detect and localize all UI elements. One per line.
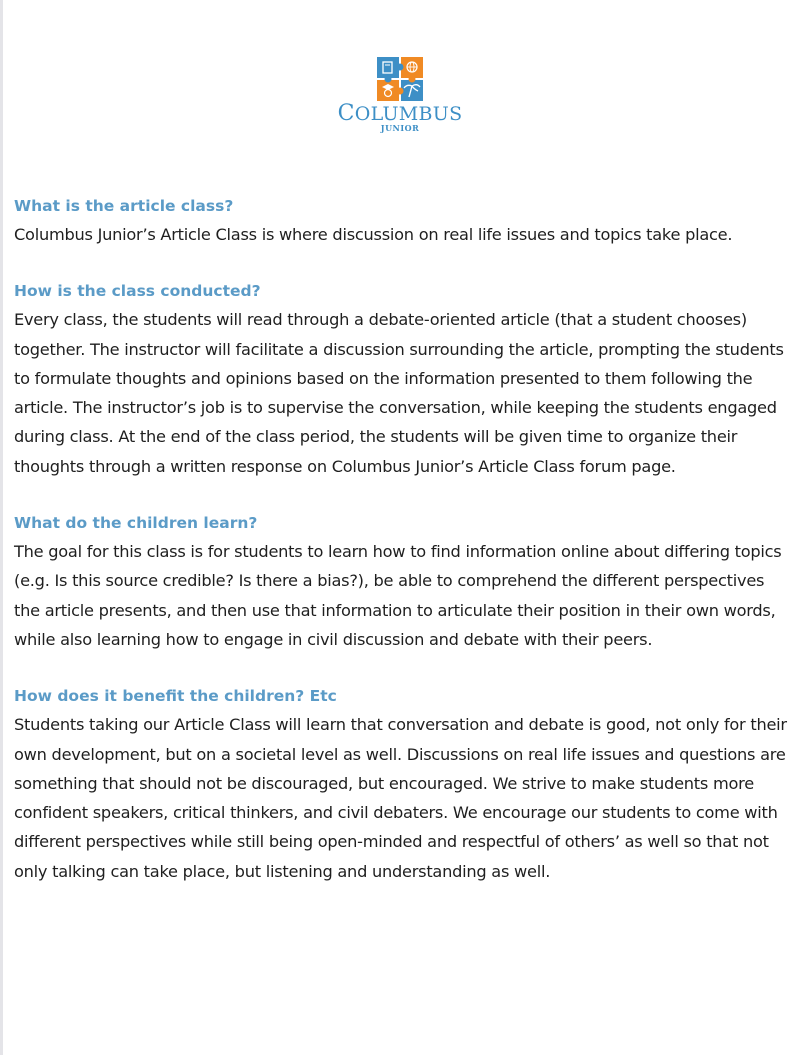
columbus-junior-logo (0, 56, 800, 133)
logo-wordmark (0, 101, 800, 126)
puzzle-piece-blue-top (377, 57, 399, 78)
article-content (14, 193, 794, 915)
puzzle-piece-orange-bottom (377, 80, 399, 101)
section-how-conducted (14, 278, 794, 481)
section-heading: How does it benefit the children? Etc (14, 687, 337, 706)
section-benefits (14, 683, 794, 886)
logo-subtitle: JUNIOR (380, 123, 420, 133)
section-heading: What do the children learn? (14, 514, 258, 533)
section-body: Students taking our Article Class will learn that conversation and debate is good, not only for their own development, but on a societal level as well. Discussions on real life issues and questions are something that should not be discouraged, but encouraged. We strive to make students more confident speakers, critical thinkers, and civil debaters. We encourage our students to come with different perspectives while still being open-minded and respectful of others’ as well so that not only talking can take place, but listening and understanding as well. (14, 715, 787, 881)
section-what-children-learn (14, 510, 794, 654)
puzzle-piece-orange-top (401, 57, 423, 78)
puzzle-piece-blue-bottom (401, 80, 423, 101)
puzzle-logo-icon (376, 56, 424, 102)
section-heading: What is the article class? (14, 197, 234, 215)
page-left-edge (0, 0, 3, 1055)
section-body: The goal for this class is for students to learn how to find information online about differing topics (e.g. Is this source credible? Is there a bias?), be able to comprehend the different perspectives the article presents, and then use that information to articulate their position in their own words, while also learning how to engage in civil discussion and debate with their peers. (14, 542, 782, 649)
logo-word-initial: C (337, 101, 355, 126)
logo-word-rest: OLUMBUS (354, 103, 463, 125)
section-heading: How is the class conducted? (14, 282, 261, 301)
section-what-is-article-class (14, 193, 794, 249)
section-body: Columbus Junior’s Article Class is where discussion on real life issues and topics take place. (14, 225, 733, 244)
section-body: Every class, the students will read through a debate-oriented article (that a student chooses) together. The instructor will facilitate a discussion surrounding the article, prompting the students to formulate thoughts and opinions based on the information presented to them following the article. The instructor’s job is to supervise the conversation, while keeping the students engaged during class. At the end of the class period, the students will be given time to organize their thoughts through a written response on Columbus Junior’s Article Class forum page. (14, 310, 784, 476)
